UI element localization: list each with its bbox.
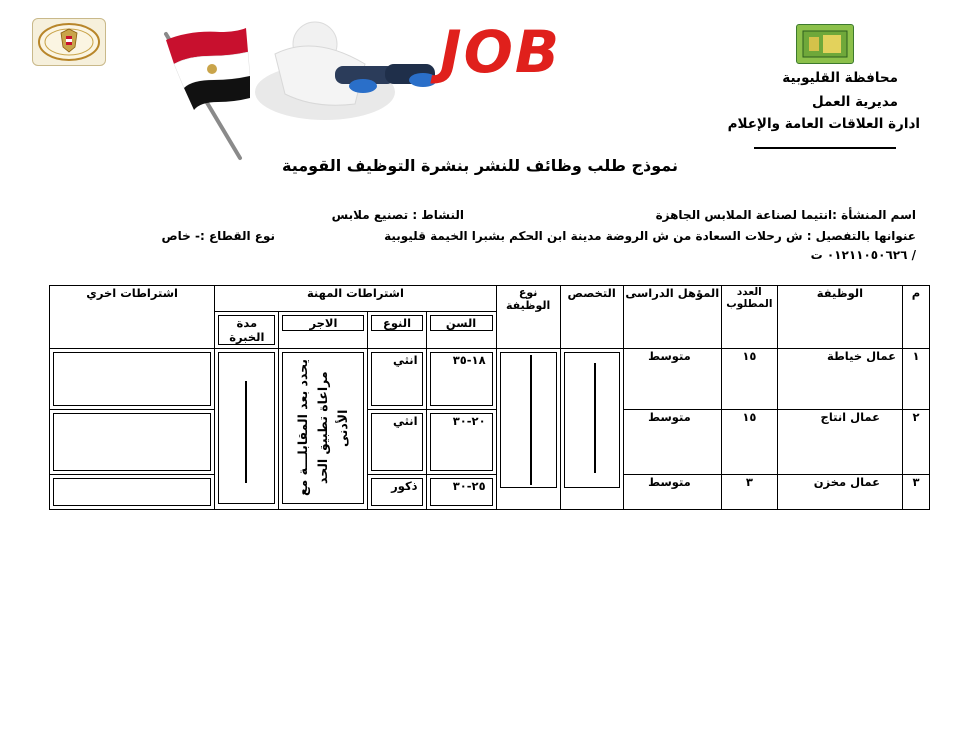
row-gender-value: انثي [371,352,422,406]
header-experience [215,312,279,349]
row-count: ١٥ [721,410,777,475]
row-num: ٣ [902,475,929,510]
header-wage-label: الاجر [282,315,364,331]
jobs-table [49,285,930,510]
row-gender [368,475,426,510]
other-requirements-cell [50,410,215,475]
job-type-cell [496,349,560,510]
phone-field [801,248,916,262]
header-specialization: التخصص [560,286,623,349]
row-count: ٣ [721,475,777,510]
header-divider [754,147,896,149]
header-gender [368,312,426,349]
specialization-cell [560,349,623,510]
row-job: عمال انتاج [777,410,902,475]
other-requirements-cell [50,349,215,410]
row-qualification: متوسط [623,475,721,510]
sector-field: نوع القطاع :- خاص [161,229,275,243]
row-age [426,410,496,475]
row-age-value: ٢٠-٣٠ [430,413,493,471]
phone-label: ت / [810,248,916,262]
table-row [50,410,930,475]
establishment-name: اسم المنشأة :انتيما لصناعة الملابس الجاهزة [655,208,916,222]
header-job-type: نوع الوظيفة [496,286,560,349]
phone-number: ٠١٢١١٠٥٠٦٢٦ [826,248,908,262]
row-job: عمال مخزن [777,475,902,510]
experience-cell [215,349,279,510]
table-row [50,475,930,510]
department-name: ادارة العلاقات العامة والإعلام [727,116,920,132]
header-profession-requirements: اشتراطات المهنة [215,286,496,312]
activity-field: النشاط : تصنيع ملابس [331,208,464,222]
row-qualification: متوسط [623,349,721,410]
directorate-name: مديرية العمل [812,94,898,110]
row-num: ٢ [902,410,929,475]
governorate-emblem-logo [32,18,106,66]
job-banner-text: JOB [440,18,562,86]
header-job: الوظيفة [777,286,902,349]
row-gender-value: ذكور [371,478,422,506]
egypt-flag-image [160,22,250,162]
row-gender-value: انثي [371,413,422,471]
row-job: عمال خياطة [777,349,902,410]
other-requirements-cell [50,475,215,510]
address-field: عنوانها بالتفصيل : ش رحلات السعادة من ش الروضة مدينة ابن الحكم بشبرا الخيمة قليوبية [384,229,916,243]
document-title: نموذج طلب وظائف للنشر بنشرة التوظيف القومية [282,156,678,175]
table-row [50,349,930,410]
header-other-requirements: اشتراطات اخري [50,286,215,349]
header-wage [279,312,368,349]
row-num: ١ [902,349,929,410]
labor-directorate-logo [796,24,854,64]
header-age-label: السن [430,315,493,331]
header-gender-label: النوع [371,315,422,331]
row-age-value: ٢٥-٣٠ [430,478,493,506]
header-count: العدد المطلوب [721,286,777,349]
wage-cell [279,349,368,510]
header-num: م [902,286,929,349]
row-age-value: ١٨-٣٥ [430,352,493,406]
row-age [426,475,496,510]
job-banner-image [245,14,695,134]
row-count: ١٥ [721,349,777,410]
row-age [426,349,496,410]
header-age [426,312,496,349]
row-gender [368,349,426,410]
row-qualification: متوسط [623,410,721,475]
wage-note: يحدد بعد المقابلـــة مع مراعاة تطبيق الحد الأدنى [295,359,351,497]
row-gender [368,410,426,475]
header-experience-label: مدة الخبرة [218,315,275,345]
header-qualification: المؤهل الدراسى [623,286,721,349]
governorate-name: محافظة القليوبية [782,70,898,86]
